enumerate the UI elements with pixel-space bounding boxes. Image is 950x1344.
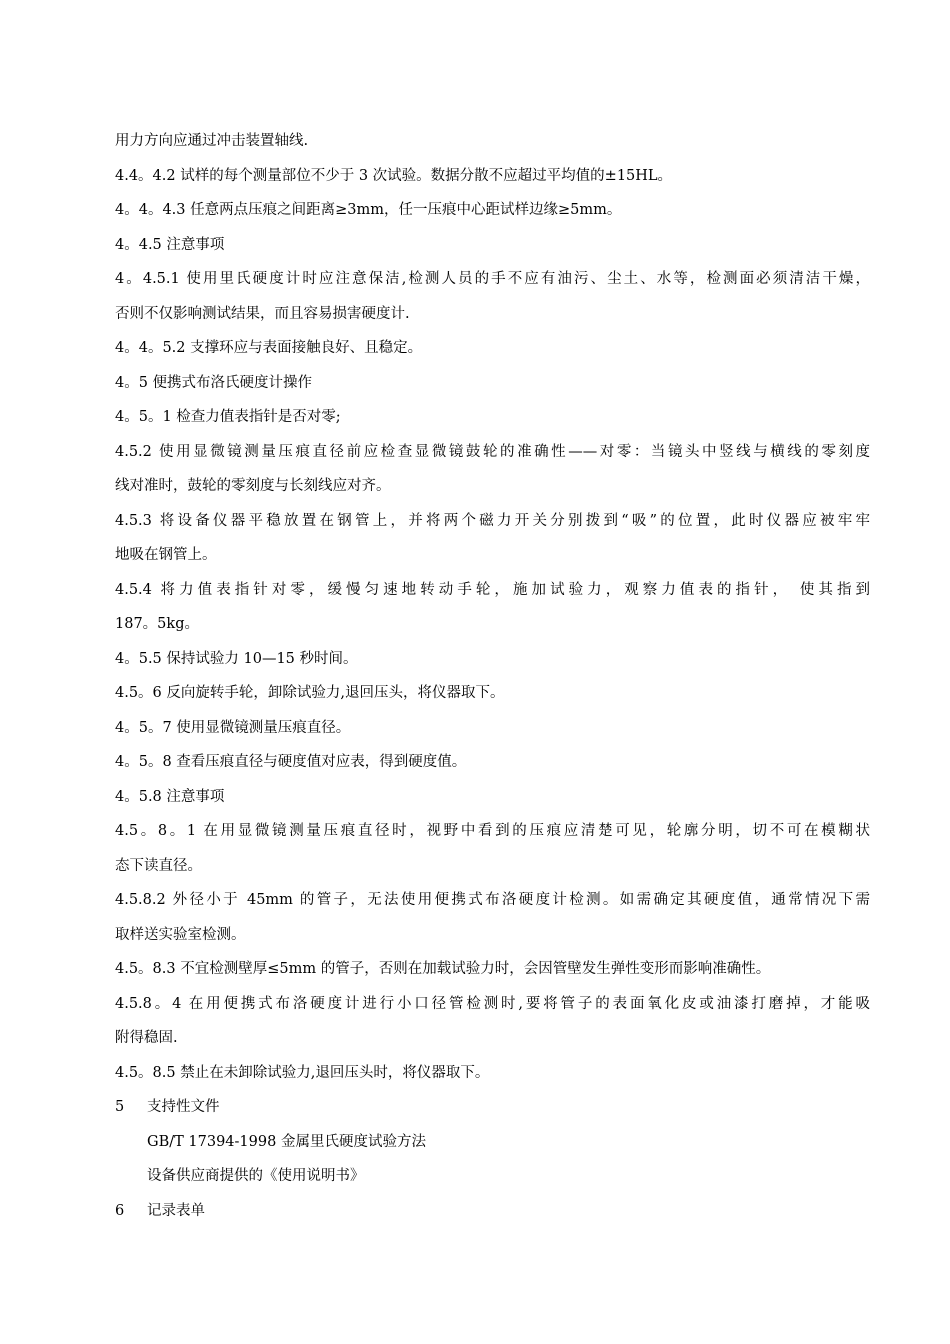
text-line: 4。5.5 保持试验力 10—15 秒时间。 xyxy=(115,650,358,667)
reference-item: 设备供应商提供的《使用说明书》 xyxy=(147,1168,365,1184)
text-line: 地吸在钢管上。 xyxy=(115,547,217,563)
section-6-heading xyxy=(115,1194,870,1229)
text-line: 4.4。4.2 试样的每个测量部位不少于 3 次试验。数据分散不应超过平均值的±15HL。 xyxy=(115,167,673,184)
text-line: 4。4。5.2 支撑环应与表面接触良好、且稳定。 xyxy=(115,340,423,356)
section-title: 记录表单 xyxy=(147,1202,205,1219)
text-line: 187。5kg。 xyxy=(115,616,199,632)
subsection-heading: 4。4.5 注意事项 xyxy=(115,236,225,253)
text-line: 4。4.5.1 使用里氏硬度计时应注意保洁,检测人员的手不应有油污、尘土、水等，检测面必须清洁干燥， xyxy=(115,271,870,287)
text-line: 4。5。8 查看压痕直径与硬度值对应表，得到硬度值。 xyxy=(115,754,467,770)
section-number: 6 xyxy=(115,1202,125,1219)
text-line: 4.5。8.3 不宜检测壁厚≤5mm 的管子，否则在加载试验力时，会因管壁发生弹性变形而影响准确性。 xyxy=(115,961,771,977)
section-5-heading xyxy=(115,1090,870,1125)
text-line: 否则不仅影响测试结果，而且容易损害硬度计. xyxy=(115,305,410,322)
section-number: 5 xyxy=(115,1099,125,1115)
text-line: 4.5。6 反向旋转手轮，卸除试验力,退回压头，将仪器取下。 xyxy=(115,685,505,701)
text-line: 4.5.8.2 外径小于 45mm 的管子，无法使用便携式布洛硬度计检测。如需确定其硬度值，通常情况下需 xyxy=(115,892,870,908)
subsection-heading: 4。5 便携式布洛氏硬度计操作 xyxy=(115,374,313,391)
text-line: 4。4。4.3 任意两点压痕之间距离≥3mm，任一压痕中心距试样边缘≥5mm。 xyxy=(115,202,622,218)
text-line: 4。5。7 使用显微镜测量压痕直径。 xyxy=(115,719,351,736)
text-line: 4.5.2 使用显微镜测量压痕直径前应检查显微镜鼓轮的准确性——对零：当镜头中竖线与横线的零刻度 xyxy=(115,443,870,460)
document-page xyxy=(115,124,870,1228)
text-line: 4.5。8。1 在用显微镜测量压痕直径时，视野中看到的压痕应清楚可见，轮廓分明，切不可在模糊状 xyxy=(115,823,870,839)
text-line: 用力方向应通过冲击装置轴线. xyxy=(115,133,309,149)
text-line: 4.5。8.5 禁止在未卸除试验力,退回压头时，将仪器取下。 xyxy=(115,1064,490,1081)
text-line: 取样送实验室检测。 xyxy=(115,926,246,943)
text-line: 附得稳固. xyxy=(115,1030,178,1046)
text-line: 4.5.3 将设备仪器平稳放置在钢管上，并将两个磁力开关分别拨到“吸”的位置，此时仪器应被牢牢 xyxy=(115,512,870,529)
text-line: 线对准时，鼓轮的零刻度与长刻线应对齐。 xyxy=(115,478,391,494)
reference-item: GB/T 17394-1998 金属里氏硬度试验方法 xyxy=(147,1133,426,1150)
text-line: 4.5.8。4 在用便携式布洛硬度计进行小口径管检测时,要将管子的表面氧化皮或油漆打磨掉，才能吸 xyxy=(115,995,870,1012)
text-line: 4.5.4 将力值表指针对零，缓慢匀速地转动手轮，施加试验力，观察力值表的指针， 使其指到 xyxy=(115,581,870,598)
text-line: 态下读直径。 xyxy=(115,857,202,874)
subsection-heading: 4。5.8 注意事项 xyxy=(115,788,225,805)
section-title: 支持性文件 xyxy=(147,1099,220,1115)
text-line: 4。5。1 检查力值表指针是否对零; xyxy=(115,409,341,425)
